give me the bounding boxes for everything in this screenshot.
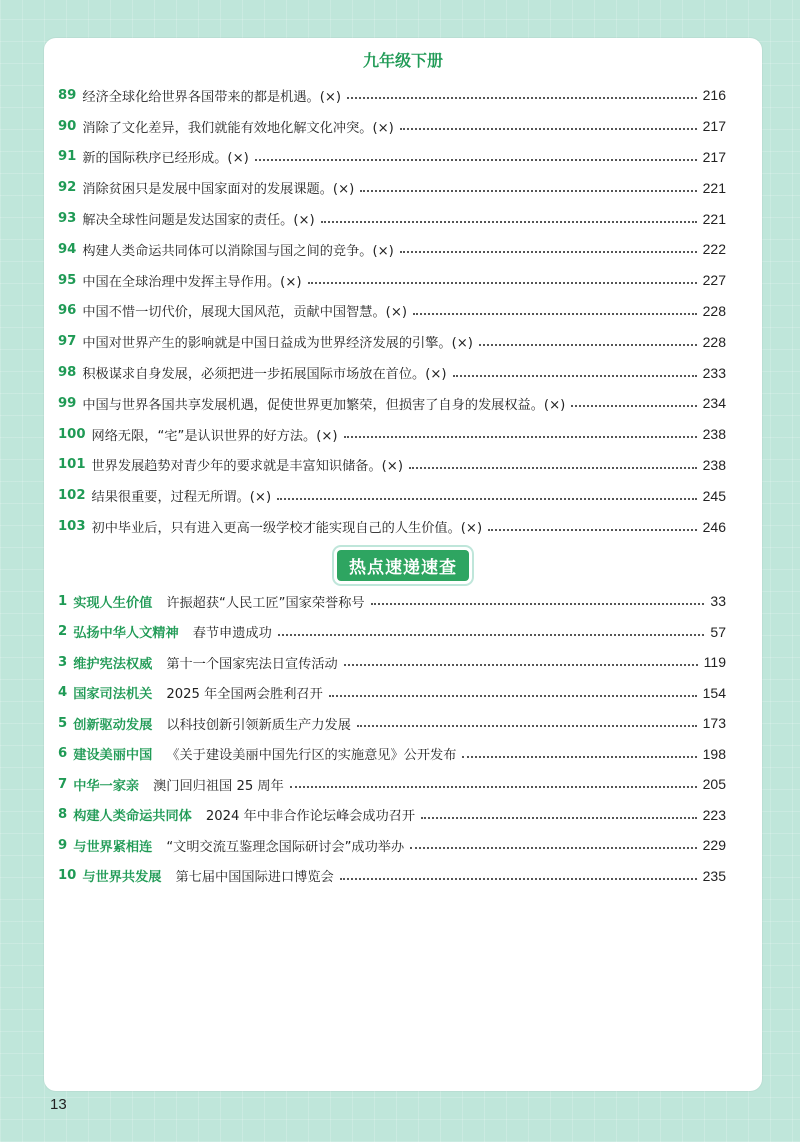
hot-topic: 与世界共发展 (82, 870, 162, 886)
item-page: 245 (702, 487, 726, 504)
hot-topic: 中华一家亲 (73, 778, 140, 794)
hot-number: 6 (58, 746, 68, 762)
leader-dots (308, 282, 697, 284)
item-text: 构建人类命运共同体可以消除国与国之间的竞争。(×) (82, 243, 394, 259)
list-item (58, 450, 726, 481)
item-number: 95 (58, 272, 77, 288)
leader-dots (329, 695, 697, 697)
list-item (58, 480, 726, 511)
leader-dots (277, 498, 697, 500)
leader-dots (278, 634, 705, 636)
hot-number: 7 (58, 776, 68, 792)
hot-page: 229 (702, 837, 726, 854)
leader-dots (347, 97, 697, 99)
hot-list (58, 586, 726, 891)
list-item (58, 388, 726, 419)
leader-dots (453, 375, 697, 377)
list-item (58, 80, 726, 111)
leader-dots (321, 221, 697, 223)
leader-dots (290, 786, 697, 788)
item-number: 89 (58, 87, 77, 103)
item-page: 238 (702, 426, 726, 443)
hot-topic: 与世界紧相连 (73, 839, 153, 855)
item-page: 221 (702, 179, 726, 196)
item-number: 103 (58, 519, 86, 535)
item-text: 网络无限，“宅”是认识世界的好方法。(×) (91, 428, 338, 444)
hot-page: 119 (703, 654, 726, 671)
item-page: 221 (702, 210, 726, 227)
list-item (58, 326, 726, 357)
hot-topic: 构建人类命运共同体 (73, 809, 192, 825)
item-number: 93 (58, 211, 77, 227)
hot-page: 223 (702, 806, 726, 823)
hot-item (58, 769, 726, 800)
item-number: 101 (58, 457, 86, 473)
item-number: 91 (58, 149, 77, 165)
list-item (58, 172, 726, 203)
item-text: 中国在全球治理中发挥主导作用。(×) (82, 274, 302, 290)
item-text: 消除贫困只是发展中国家面对的发展课题。(×) (82, 182, 355, 198)
hot-item (58, 861, 726, 892)
hot-item (58, 617, 726, 648)
leader-dots (421, 817, 697, 819)
content-card (44, 38, 762, 1091)
item-text: 中国对世界产生的影响就是中国日益成为世界经济发展的引擎。(×) (82, 336, 473, 352)
item-number: 90 (58, 118, 77, 134)
hot-text: 以科技创新引领新质生产力发展 (166, 717, 351, 733)
hot-page: 205 (702, 776, 726, 793)
hot-number: 3 (58, 654, 68, 670)
leader-dots (360, 190, 696, 192)
hot-item (58, 586, 726, 617)
item-number: 100 (58, 426, 86, 442)
hot-page: 57 (710, 623, 726, 640)
leader-dots (488, 529, 697, 531)
leader-dots (400, 251, 697, 253)
hot-topic: 实现人生价值 (73, 595, 153, 611)
leader-dots (344, 664, 698, 666)
hot-number: 1 (58, 593, 68, 609)
page-number: 13 (50, 1096, 67, 1113)
hot-topic: 弘扬中华人文精神 (73, 626, 179, 642)
item-page: 228 (702, 302, 726, 319)
hot-text: 2025 年全国两会胜利召开 (166, 687, 323, 703)
leader-dots (571, 405, 696, 407)
item-text: 积极谋求自身发展，必须把进一步拓展国际市场放在首位。(×) (82, 367, 447, 383)
item-page: 233 (702, 364, 726, 381)
hot-item (58, 708, 726, 739)
list-item (58, 111, 726, 142)
leader-dots (255, 159, 697, 161)
leader-dots (357, 725, 697, 727)
list-item (58, 234, 726, 265)
list-item (58, 142, 726, 173)
hot-item (58, 739, 726, 770)
list-item (58, 357, 726, 388)
item-number: 94 (58, 241, 77, 257)
hot-page: 173 (702, 715, 726, 732)
hot-page: 33 (710, 593, 726, 610)
item-page: 222 (702, 241, 726, 258)
item-text: 经济全球化给世界各国带来的都是机遇。(×) (82, 89, 342, 105)
list-item (58, 203, 726, 234)
leader-dots (340, 878, 697, 880)
item-text: 结果很重要，过程无所谓。(×) (91, 490, 272, 506)
hot-item (58, 647, 726, 678)
item-number: 98 (58, 365, 77, 381)
hot-section-header (44, 550, 762, 581)
leader-dots (344, 436, 697, 438)
item-number: 99 (58, 395, 77, 411)
item-text: 解决全球性问题是发达国家的责任。(×) (82, 213, 315, 229)
item-page: 227 (702, 272, 726, 289)
hot-text: 第七届中国国际进口博览会 (175, 870, 334, 886)
hot-page: 198 (702, 745, 726, 762)
hot-topic: 国家司法机关 (73, 687, 153, 703)
item-page: 217 (702, 118, 726, 135)
item-page: 228 (702, 333, 726, 350)
hot-page: 235 (702, 867, 726, 884)
item-number: 92 (58, 180, 77, 196)
item-text: 世界发展趋势对青少年的要求就是丰富知识储备。(×) (91, 459, 403, 475)
hot-number: 9 (58, 837, 68, 853)
item-page: 216 (702, 87, 726, 104)
hot-number: 4 (58, 685, 68, 701)
hot-item (58, 678, 726, 709)
leader-dots (413, 313, 697, 315)
hot-number: 8 (58, 807, 68, 823)
item-page: 234 (702, 395, 726, 412)
leader-dots (371, 603, 705, 605)
hot-item (58, 800, 726, 831)
hot-text: “文明交流互鉴理念国际研讨会”成功举办 (166, 839, 405, 855)
leader-dots (462, 756, 696, 758)
item-number: 96 (58, 303, 77, 319)
item-text: 新的国际秩序已经形成。(×) (82, 151, 249, 167)
hot-number: 10 (58, 868, 77, 884)
hot-item (58, 830, 726, 861)
list-item (58, 419, 726, 450)
list-item (58, 511, 726, 542)
review-list (58, 80, 726, 542)
section-title: 九年级下册 (362, 51, 443, 70)
hot-number: 2 (58, 624, 68, 640)
leader-dots (400, 128, 697, 130)
item-text: 中国不惜一切代价，展现大国风范，贡献中国智慧。(×) (82, 305, 408, 321)
hot-text: 春节申遗成功 (192, 626, 272, 642)
item-number: 102 (58, 488, 86, 504)
hot-text: 澳门回归祖国 25 周年 (153, 778, 284, 794)
item-text: 中国与世界各国共享发展机遇，促使世界更加繁荣，但损害了自身的发展权益。(×) (82, 397, 566, 413)
list-item (58, 265, 726, 296)
item-page: 217 (702, 148, 726, 165)
leader-dots (409, 467, 697, 469)
hot-text: 许振超获“人民工匠”国家荣誉称号 (166, 595, 365, 611)
item-page: 246 (702, 518, 726, 535)
hot-topic: 建设美丽中国 (73, 748, 153, 764)
hot-text: 第十一个国家宪法日宣传活动 (166, 656, 338, 672)
hot-page: 154 (702, 684, 726, 701)
leader-dots (410, 847, 696, 849)
hot-text: 《关于建设美丽中国先行区的实施意见》公开发布 (166, 748, 457, 764)
item-page: 238 (702, 456, 726, 473)
item-text: 初中毕业后，只有进入更高一级学校才能实现自己的人生价值。(×) (91, 521, 483, 537)
hot-topic: 创新驱动发展 (73, 717, 153, 733)
hot-number: 5 (58, 715, 68, 731)
hot-title-badge: 热点速递速查 (337, 550, 469, 581)
item-number: 97 (58, 334, 77, 350)
item-text: 消除了文化差异，我们就能有效地化解文化冲突。(×) (82, 120, 394, 136)
list-item (58, 296, 726, 327)
hot-topic: 维护宪法权威 (73, 656, 153, 672)
leader-dots (479, 344, 697, 346)
hot-text: 2024 年中非合作论坛峰会成功召开 (205, 809, 416, 825)
